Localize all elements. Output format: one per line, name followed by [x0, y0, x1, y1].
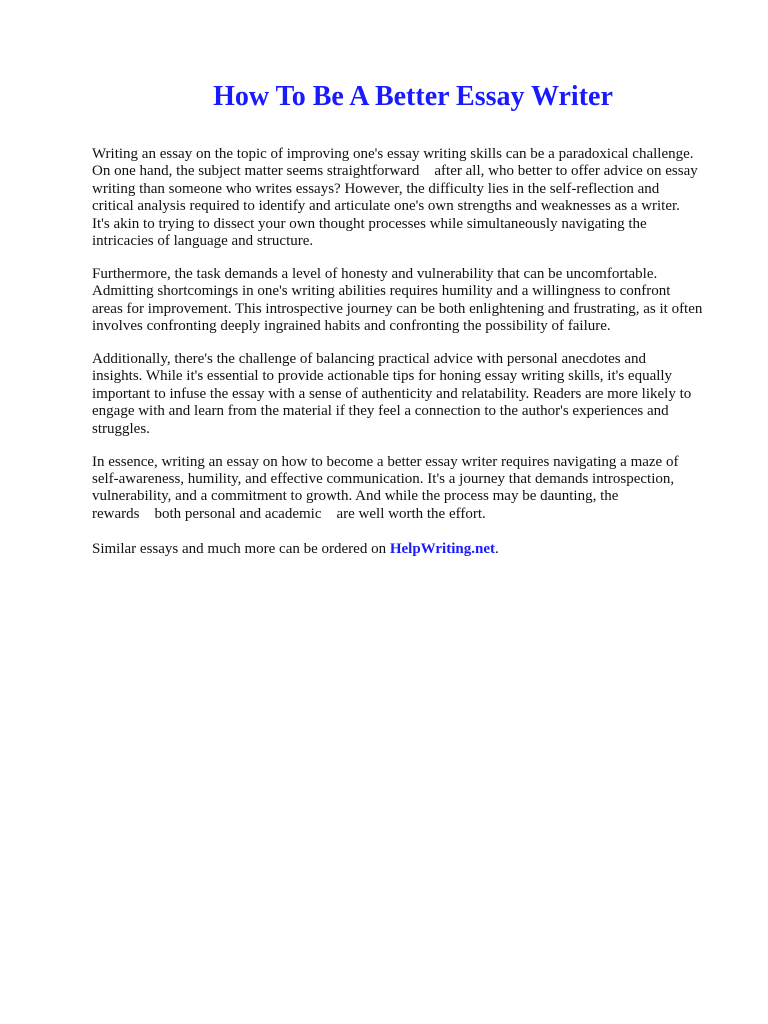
paragraph-line: Furthermore, the task demands a level of honesty and vulnerability that can be uncomfortable. — [92, 265, 658, 282]
paragraph-line: Admitting shortcomings in one's writing abilities requires humility and a willingness to confront — [92, 283, 671, 300]
paragraph-line: writing than someone who writes essays? However, the difficulty lies in the self-reflection and — [92, 180, 660, 197]
order-note — [92, 539, 732, 559]
paragraph-line: rewards both personal and academic are well worth the effort. — [92, 505, 486, 522]
order-note-text: Similar essays and much more can be ordered on — [92, 540, 390, 557]
paragraph-line: areas for improvement. This introspective journey can be both enlightening and frustrating, as it often — [92, 300, 703, 317]
paragraph-line: self-awareness, humility, and effective communication. It's a journey that demands introspection, — [92, 471, 675, 487]
order-note-period: . — [494, 540, 499, 557]
paragraph-line: insights. While it's essential to provide actionable tips for honing essay writing skills, it's equally — [92, 368, 673, 385]
paragraph-line: vulnerability, and a commitment to growth. And while the process may be daunting, the — [92, 488, 619, 505]
paragraph-line: engage with and learn from the material if they feel a connection to the author's experiences and — [92, 403, 669, 420]
helpwriting-link[interactable]: HelpWriting.net — [389, 540, 495, 557]
document-body — [92, 146, 732, 559]
paragraph-line: It's akin to trying to dissect your own thought processes while simultaneously navigating the — [92, 215, 647, 232]
paragraph-2 — [92, 266, 732, 336]
paragraph-1 — [92, 146, 732, 250]
paragraph-line: In essence, writing an essay on how to become a better essay writer requires navigating a maze of — [92, 453, 679, 470]
paragraph-line: critical analysis required to identify and articulate one's own strengths and weaknesses as a writer. — [92, 198, 680, 215]
paragraph-line: On one hand, the subject matter seems straightforward after all, who better to offer advice on essay — [92, 163, 698, 180]
paragraph-line: intricacies of language and structure. — [92, 233, 314, 250]
paragraph-line: Writing an essay on the topic of improving one's essay writing skills can be a paradoxical challenge. — [92, 146, 694, 162]
document-title: How To Be A Better Essay Writer — [213, 81, 613, 112]
paragraph-line: Additionally, there's the challenge of balancing practical advice with personal anecdotes and — [92, 351, 647, 368]
paragraph-line: important to infuse the essay with a sense of authenticity and relatability. Readers are more likely to — [92, 385, 692, 402]
paragraph-line: involves confronting deeply ingrained habits and confronting the possibility of failure. — [92, 318, 611, 335]
paragraph-3 — [92, 351, 732, 438]
paragraph-line: struggles. — [92, 420, 150, 437]
paragraph-4 — [92, 454, 732, 524]
